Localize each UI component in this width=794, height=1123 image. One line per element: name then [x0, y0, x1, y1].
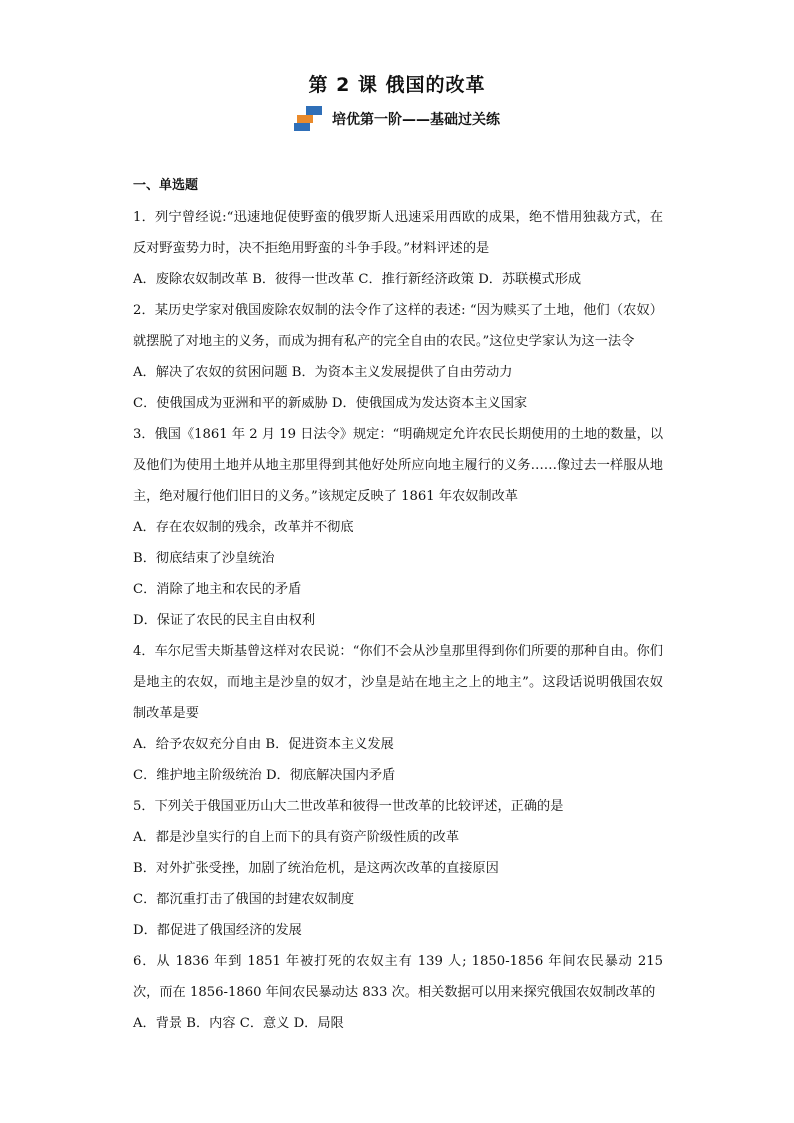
question-2: [133, 295, 663, 419]
question-option: B．彻底结束了沙皇统治: [133, 551, 275, 566]
page-title: 第 2 课 俄国的改革: [308, 74, 486, 96]
question-option: C．消除了地主和农民的矛盾: [133, 582, 302, 597]
question-stem: 4．车尔尼雪夫斯基曾这样对农民说：“你们不会从沙皇那里得到你们所要的那种自由。你们是地主的农奴，而地主是沙皇的奴才，沙皇是站在地主之上的地主”。这段话说明俄国农奴制改革是要: [133, 644, 663, 721]
page-subtitle: 培优第一阶——基础过关练: [332, 112, 500, 128]
question-6: [133, 946, 663, 1039]
subtitle-group: [294, 106, 500, 132]
question-stem: 3．俄国《1861 年 2 月 19 日法令》规定：“明确规定允许农民长期使用的土地的数量，以及他们为使用土地并从地主那里得到其他好处所应向地主履行的义务……像过去一样服从地主，绝对履行他们旧日的义务。”该规定反映了 1861 年农奴制改革: [133, 427, 664, 504]
question-stem: 6．从 1836 年到 1851 年被打死的农奴主有 139 人; 1850-1856 年间农民暴动 215 次，而在 1856-1860 年间农民暴动达 833 次。相关数据可以用来探究俄国农奴制改革的: [133, 954, 663, 1000]
question-5: [133, 791, 663, 946]
question-option: D．保证了农民的民主自由权利: [133, 613, 316, 628]
question-option: C．都沉重打击了俄国的封建农奴制度: [133, 892, 355, 907]
question-1: [133, 202, 663, 295]
question-options: C．维护地主阶级统治 D．彻底解决国内矛盾: [133, 768, 396, 783]
question-3: [133, 419, 663, 636]
question-content: [133, 178, 663, 1039]
question-stem: 5．下列关于俄国亚历山大二世改革和彼得一世改革的比较评述，正确的是: [133, 799, 564, 814]
question-options: A．废除农奴制改革 B．彼得一世改革 C．推行新经济政策 D．苏联模式形成: [133, 272, 582, 287]
question-options: A．给予农奴充分自由 B．促进资本主义发展: [133, 737, 394, 752]
question-option: B．对外扩张受挫，加剧了统治危机，是这两次改革的直接原因: [133, 861, 499, 876]
question-options: C．使俄国成为亚洲和平的新威胁 D．使俄国成为发达资本主义国家: [133, 396, 528, 411]
question-option: A．存在农奴制的残余，改革并不彻底: [133, 520, 354, 535]
section-heading: 一、单选题: [133, 178, 199, 193]
stacked-blocks-logo-icon: [294, 106, 324, 132]
question-option: A．都是沙皇实行的自上而下的具有资产阶级性质的改革: [133, 830, 460, 845]
question-stem: 1．列宁曾经说:“迅速地促使野蛮的俄罗斯人迅速采用西欧的成果，绝不惜用独裁方式，在反对野蛮势力时，决不拒绝用野蛮的斗争手段。”材料评述的是: [133, 210, 663, 256]
question-4: [133, 636, 663, 791]
question-stem: 2．某历史学家对俄国废除农奴制的法令作了这样的表述: “因为赎买了土地，他们（农奴）就摆脱了对地主的义务，而成为拥有私产的完全自由的农民。”这位史学家认为这一法令: [133, 303, 663, 349]
subtitle-row: [0, 106, 794, 136]
question-option: D．都促进了俄国经济的发展: [133, 923, 302, 938]
question-options: A．背景 B．内容 C．意义 D．局限: [133, 1016, 344, 1031]
question-options: A．解决了农奴的贫困问题 B．为资本主义发展提供了自由劳动力: [133, 365, 513, 380]
